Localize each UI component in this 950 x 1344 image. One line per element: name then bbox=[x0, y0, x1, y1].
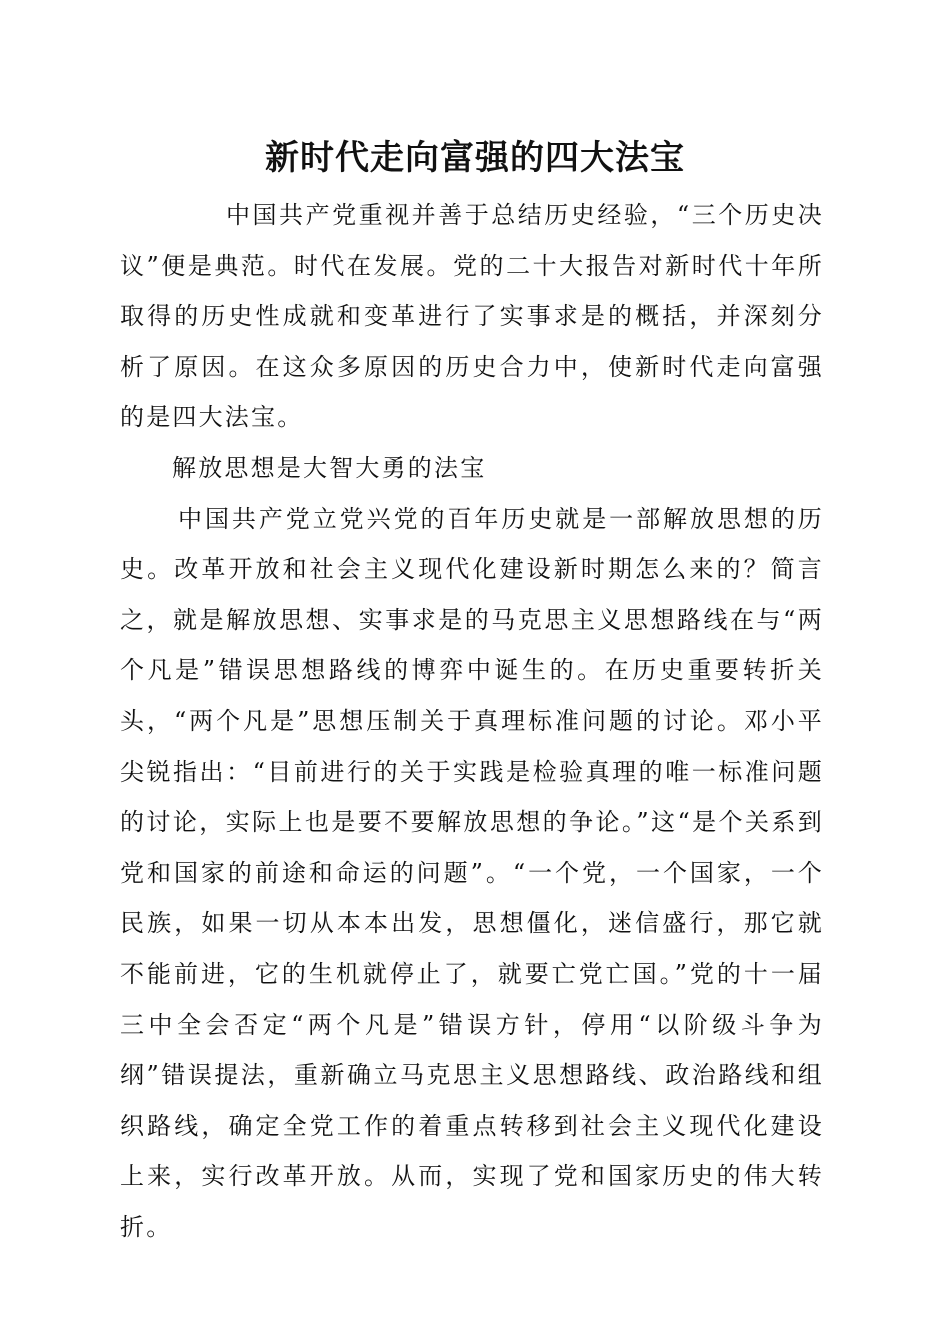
document-title: 新时代走向富强的四大法宝 bbox=[265, 138, 685, 178]
section-heading: 解放思想是大智大勇的法宝 bbox=[172, 453, 487, 482]
document-body bbox=[120, 190, 824, 1252]
intro-paragraph: 中国共产党重视并善于总结历史经验，“三个历史决议”便是典范。时代在发展。党的二十大报告对新时代十年所取得的历史性成就和变革进行了实事求是的概括，并深刻分析了原因。在这众多原因的历史合力中，使新时代走向富强的是四大法宝。 bbox=[120, 201, 824, 432]
body-paragraph: 中国共产党立党兴党的百年历史就是一部解放思想的历史。改革开放和社会主义现代化建设新时期怎么来的？简言之，就是解放思想、实事求是的马克思主义思想路线在与“两个凡是”错误思想路线的博弈中诞生的。在历史重要转折关头，“两个凡是”思想压制关于真理标准问题的讨论。邓小平尖锐指出：“目前进行的关于实践是检验真理的唯一标准问题的讨论，实际上也是要不要解放思想的争论。”这“是个关系到党和国家的前途和命运的问题”。“一个党，一个国家，一个民族，如果一切从本本出发，思想僵化，迷信盛行，那它就不能前进，它的生机就停止了，就要亡党亡国。”党的十一届三中全会否定“两个凡是”错误方针，停用“以阶级斗争为纲”错误提法，重新确立马克思主义思想路线、政治路线和组织路线，确定全党工作的着重点转移到社会主义现代化建设上来，实行改革开放。从而，实现了党和国家历史的伟大转折。 bbox=[120, 504, 824, 1241]
